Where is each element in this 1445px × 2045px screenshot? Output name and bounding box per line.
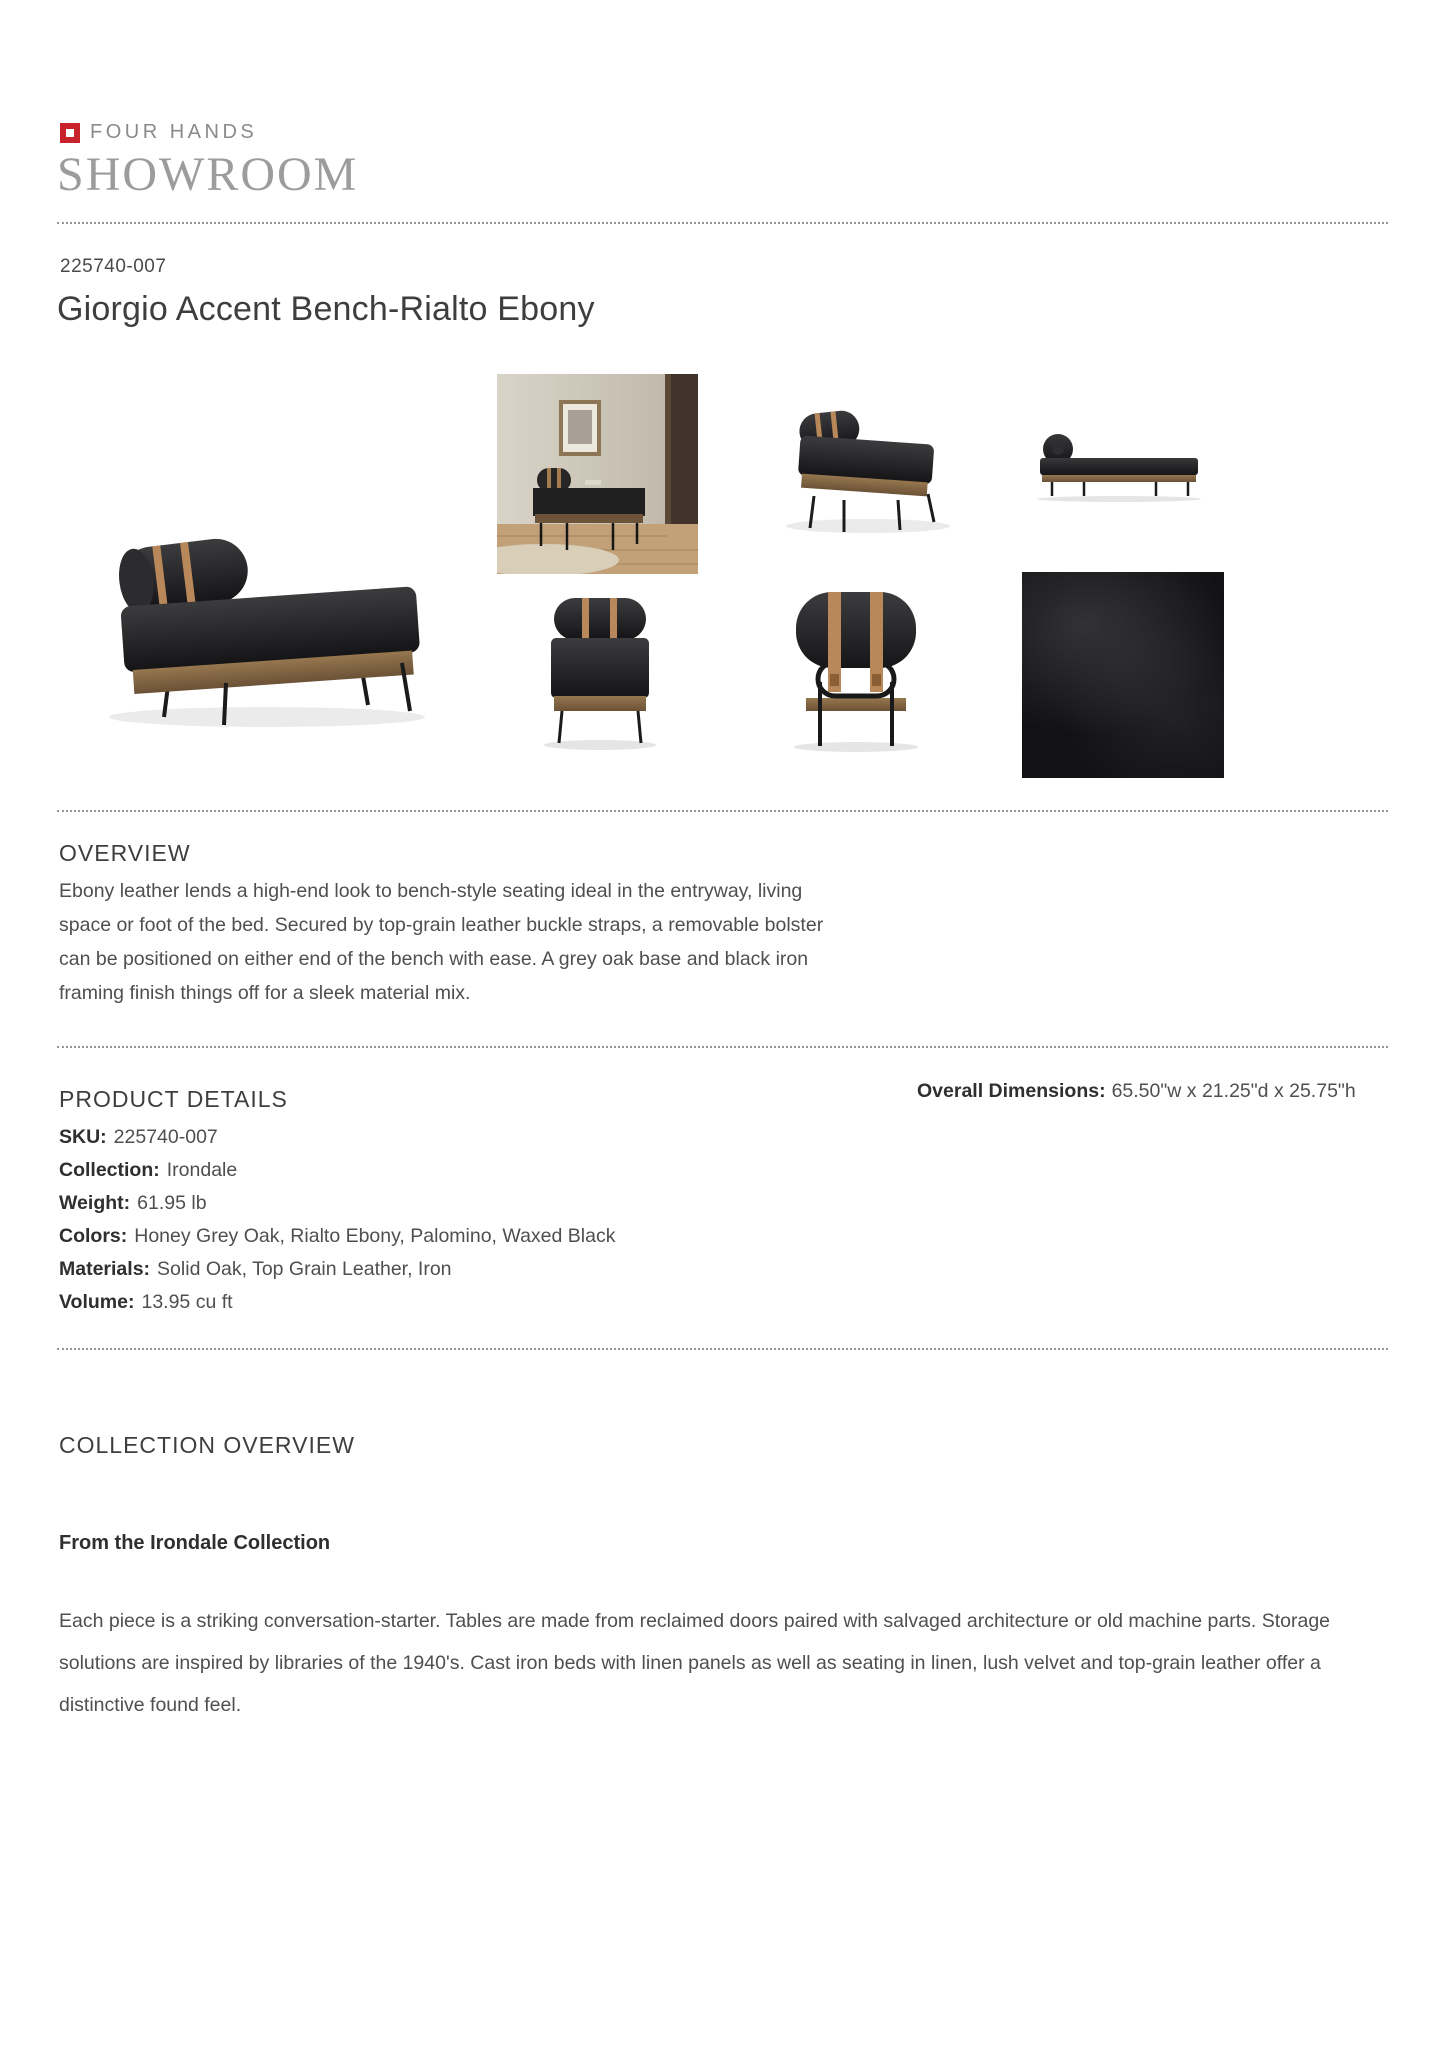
lifestyle-scene-illustration: [497, 374, 698, 574]
detail-value: Solid Oak, Top Grain Leather, Iron: [157, 1258, 452, 1280]
overview-heading: OVERVIEW: [59, 840, 191, 866]
bench-front-illustration: [526, 588, 674, 753]
detail-row-collection: [59, 1159, 615, 1192]
product-sku: 225740-007: [60, 256, 167, 277]
detail-row-weight: [59, 1192, 615, 1225]
divider: [57, 222, 1388, 224]
collection-subheading: From the Irondale Collection: [59, 1532, 331, 1554]
overall-dimensions-label: Overall Dimensions:: [917, 1080, 1106, 1102]
product-details-heading: PRODUCT DETAILS: [59, 1086, 288, 1112]
showroom-wordmark: SHOWROOM: [57, 148, 359, 201]
detail-row-materials: [59, 1258, 615, 1291]
product-image-lifestyle[interactable]: [497, 374, 698, 579]
bench-side-illustration: [1028, 430, 1210, 502]
product-image-side[interactable]: [1028, 430, 1210, 507]
page-title: Giorgio Accent Bench-Rialto Ebony: [57, 290, 595, 328]
product-image-angled[interactable]: [770, 396, 960, 541]
bench-angled-illustration: [770, 396, 960, 536]
detail-label: Weight:: [59, 1192, 131, 1214]
overall-dimensions-value: 65.50"w x 21.25"d x 25.75"h: [1111, 1080, 1356, 1102]
product-image-leather-swatch[interactable]: [1022, 572, 1224, 778]
brand-name: FOUR HANDS: [90, 121, 258, 143]
overview-body: Ebony leather lends a high-end look to bench-style seating ideal in the entryway, living space or foot of the bed. Secured by top-grain leather buckle straps, a removable bolster can be positioned on either end of the bench with ease. A grey oak base and black iron framing finish things off for a sleek material mix.: [59, 880, 824, 1004]
divider: [57, 1046, 1388, 1048]
bench-three-quarter-illustration: [72, 465, 434, 737]
detail-value: Honey Grey Oak, Rialto Ebony, Palomino, Waxed Black: [134, 1225, 616, 1247]
overall-dimensions: [917, 1080, 1356, 1103]
product-image-three-quarter[interactable]: [72, 465, 434, 742]
detail-value: 225740-007: [113, 1126, 218, 1148]
detail-row-colors: [59, 1225, 615, 1258]
detail-label: Volume:: [59, 1291, 135, 1313]
detail-row-sku: [59, 1126, 615, 1159]
product-image-bolster-straps[interactable]: [776, 586, 936, 759]
collection-body: Each piece is a striking conversation-starter. Tables are made from reclaimed doors paired with salvaged architecture or old machine parts. Storage solutions are inspired by libraries of the 1940's. Cast iron beds with linen panels as well as seating in linen, lush velvet and top-grain leather offer a distinctive found feel.: [59, 1610, 1331, 1716]
collection-overview-heading: COLLECTION OVERVIEW: [59, 1432, 355, 1458]
brand-header: [60, 121, 257, 144]
divider: [57, 810, 1388, 812]
detail-label: Collection:: [59, 1159, 160, 1181]
detail-value: 13.95 cu ft: [141, 1291, 233, 1313]
product-details-list: [59, 1126, 615, 1324]
detail-label: Materials:: [59, 1258, 151, 1280]
bolster-strap-illustration: [776, 586, 936, 754]
divider: [57, 1348, 1388, 1350]
four-hands-logo-icon: [60, 123, 80, 143]
detail-row-volume: [59, 1291, 615, 1324]
detail-label: SKU:: [59, 1126, 107, 1148]
detail-value: Irondale: [166, 1159, 238, 1181]
detail-label: Colors:: [59, 1225, 128, 1247]
detail-value: 61.95 lb: [137, 1192, 207, 1214]
product-image-front[interactable]: [526, 588, 674, 758]
